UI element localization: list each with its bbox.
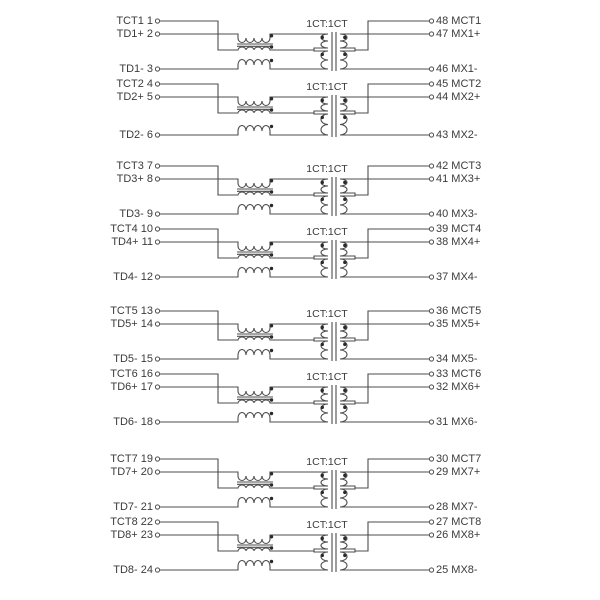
- pin-label-right: 37 MX4-: [436, 271, 478, 283]
- choke-core: [237, 107, 273, 109]
- polarity-dot: [321, 389, 324, 392]
- turns-ratio-label: 1CT:1CT: [306, 163, 348, 175]
- turns-ratio-label: 1CT:1CT: [306, 226, 348, 238]
- polarity-dot: [343, 244, 346, 247]
- polarity-dot: [270, 34, 273, 37]
- choke-core: [237, 334, 273, 336]
- pin-label-right: 46 MX1-: [436, 63, 478, 75]
- pin-label-left: TD2- 6: [119, 129, 153, 141]
- wire-mx-minus: [340, 51, 429, 69]
- choke-core: [237, 397, 273, 399]
- pin-label-left: TD7+ 20: [110, 466, 153, 478]
- wire-mx-plus: [340, 324, 429, 338]
- wire-secondary-centertap-stubs: [340, 338, 355, 341]
- polarity-dot: [321, 181, 324, 184]
- pin-terminal: [429, 177, 433, 181]
- pin-terminal: [155, 67, 159, 71]
- wire-primary-centertap-stubs: [314, 111, 328, 114]
- wire-tct: [160, 374, 314, 403]
- pin-terminal: [429, 275, 433, 279]
- polarity-dot: [321, 326, 324, 329]
- pin-label-right: 25 MX8-: [436, 564, 478, 576]
- pin-label-left: TD8+ 23: [110, 529, 153, 541]
- pin-terminal: [155, 520, 159, 524]
- polarity-dot: [343, 36, 346, 39]
- wire-secondary-centertap-stubs: [340, 549, 355, 552]
- wire-tct: [160, 459, 314, 488]
- wire-tct: [160, 229, 314, 258]
- wire-tct: [160, 166, 314, 195]
- wire-mct: [355, 229, 429, 258]
- wire-mx-plus: [340, 97, 429, 111]
- polarity-dot: [321, 343, 324, 346]
- pin-terminal: [429, 568, 433, 572]
- pin-label-right: 31 MX6-: [436, 416, 478, 428]
- pin-label-right: 27 MCT8: [436, 516, 482, 528]
- pin-label-right: 34 MX5-: [436, 353, 478, 365]
- pin-label-left: TD2+ 5: [116, 91, 153, 103]
- wire-mx-minus: [340, 552, 429, 570]
- turns-ratio-label: 1CT:1CT: [306, 308, 348, 320]
- pin-terminal: [155, 457, 159, 461]
- wire-tct: [160, 522, 314, 551]
- pin-terminal: [155, 385, 159, 389]
- pin-label-right: 36 MCT5: [436, 305, 482, 317]
- pin-terminal: [155, 505, 159, 509]
- polarity-dot: [343, 389, 346, 392]
- pin-terminal: [429, 357, 433, 361]
- wire-mx-minus: [340, 489, 429, 507]
- pin-terminal: [155, 177, 159, 181]
- polarity-dot: [270, 546, 273, 549]
- wire-td-minus: [160, 489, 328, 507]
- wire-td-minus: [160, 51, 328, 69]
- polarity-dot: [270, 190, 273, 193]
- pin-terminal: [429, 240, 433, 244]
- polarity-dot: [321, 491, 324, 494]
- transformer-core: [332, 240, 336, 279]
- wire-mx-minus: [340, 259, 429, 277]
- polarity-dot: [321, 198, 324, 201]
- polarity-dot: [270, 483, 273, 486]
- pin-terminal: [429, 212, 433, 216]
- turns-ratio-label: 1CT:1CT: [306, 81, 348, 93]
- polarity-dot: [270, 108, 273, 111]
- polarity-dot: [270, 125, 273, 128]
- wire-mx-minus: [340, 114, 429, 135]
- pin-label-left: TD4- 12: [113, 271, 153, 283]
- wire-td-minus: [160, 259, 328, 277]
- transformer-core: [332, 95, 336, 137]
- wire-secondary-centertap-stubs: [340, 193, 355, 196]
- choke-core: [237, 545, 273, 547]
- polarity-dot: [270, 45, 273, 48]
- turns-ratio-label: 1CT:1CT: [306, 519, 348, 531]
- pin-label-left: TD4+ 11: [111, 236, 153, 248]
- pin-label-left: TCT2 4: [116, 78, 153, 90]
- transformer-core: [332, 470, 336, 509]
- polarity-dot: [270, 349, 273, 352]
- wire-td-minus: [160, 196, 328, 214]
- pin-label-right: 42 MCT3: [436, 160, 482, 172]
- polarity-dot: [270, 560, 273, 563]
- pin-terminal: [429, 133, 433, 137]
- pin-label-right: 30 MCT7: [436, 453, 482, 465]
- polarity-dot: [321, 406, 324, 409]
- pin-label-left: TCT1 1: [116, 15, 153, 27]
- pin-label-right: 35 MX5+: [436, 318, 481, 330]
- pin-terminal: [429, 470, 433, 474]
- wire-secondary-centertap-stubs: [340, 401, 355, 404]
- pin-terminal: [429, 322, 433, 326]
- polarity-dot: [343, 261, 346, 264]
- polarity-dot: [343, 474, 346, 477]
- polarity-dot: [321, 99, 324, 102]
- wire-mx-minus: [340, 341, 429, 359]
- wire-td-minus: [160, 552, 328, 570]
- turns-ratio-label: 1CT:1CT: [306, 18, 348, 30]
- pin-terminal: [155, 533, 159, 537]
- wire-tct: [160, 311, 314, 340]
- pin-label-right: 43 MX2-: [436, 129, 478, 141]
- wire-mct: [355, 166, 429, 195]
- pin-terminal: [429, 32, 433, 36]
- wire-mct: [355, 21, 429, 50]
- pin-terminal: [155, 212, 159, 216]
- pin-label-left: TD6- 18: [113, 416, 153, 428]
- polarity-dot: [270, 179, 273, 182]
- pin-label-right: 47 MX1+: [436, 28, 481, 40]
- wire-mx-plus: [340, 242, 429, 256]
- pin-label-right: 32 MX6+: [436, 381, 481, 393]
- polarity-dot: [343, 343, 346, 346]
- wire-mct: [355, 522, 429, 551]
- pin-label-left: TCT6 16: [110, 368, 153, 380]
- pin-label-left: TD6+ 17: [110, 381, 153, 393]
- pin-label-right: 44 MX2+: [436, 91, 481, 103]
- pin-label-right: 41 MX3+: [436, 173, 481, 185]
- turns-ratio-label: 1CT:1CT: [306, 456, 348, 468]
- polarity-dot: [270, 204, 273, 207]
- pin-terminal: [429, 227, 433, 231]
- polarity-dot: [270, 497, 273, 500]
- pin-terminal: [155, 133, 159, 137]
- polarity-dot: [270, 59, 273, 62]
- pin-terminal: [429, 420, 433, 424]
- pin-terminal: [429, 309, 433, 313]
- polarity-dot: [343, 198, 346, 201]
- wire-tct: [160, 21, 314, 50]
- wire-primary-centertap-stubs: [314, 401, 328, 404]
- pin-label-left: TD3+ 8: [116, 173, 153, 185]
- wire-secondary-centertap-stubs: [340, 486, 355, 489]
- polarity-dot: [321, 244, 324, 247]
- pin-terminal: [155, 240, 159, 244]
- wire-tct: [160, 84, 314, 113]
- pin-label-left: TCT7 19: [110, 453, 153, 465]
- wire-td-minus: [160, 114, 328, 135]
- pin-terminal: [155, 164, 159, 168]
- pin-terminal: [429, 520, 433, 524]
- pin-label-left: TD8- 24: [113, 564, 153, 576]
- transformer-core: [332, 177, 336, 216]
- pin-terminal: [155, 357, 159, 361]
- turns-ratio-label: 1CT:1CT: [306, 371, 348, 383]
- polarity-dot: [321, 53, 324, 56]
- pin-label-left: TD5- 15: [113, 353, 153, 365]
- pin-label-right: 26 MX8+: [436, 529, 481, 541]
- pin-terminal: [429, 457, 433, 461]
- pin-label-left: TCT3 7: [116, 160, 153, 172]
- pin-label-right: 39 MCT4: [436, 223, 482, 235]
- polarity-dot: [343, 99, 346, 102]
- wire-secondary-centertap-stubs: [340, 48, 355, 51]
- pin-terminal: [429, 82, 433, 86]
- polarity-dot: [343, 537, 346, 540]
- pin-terminal: [429, 385, 433, 389]
- pin-terminal: [429, 95, 433, 99]
- pin-terminal: [155, 309, 159, 313]
- wire-mx-minus: [340, 196, 429, 214]
- polarity-dot: [343, 326, 346, 329]
- pin-label-right: 29 MX7+: [436, 466, 481, 478]
- pin-terminal: [429, 372, 433, 376]
- pin-terminal: [155, 19, 159, 23]
- wire-td-minus: [160, 404, 328, 422]
- polarity-dot: [321, 537, 324, 540]
- pin-label-left: TD7- 21: [113, 501, 153, 513]
- pin-label-right: 40 MX3-: [436, 208, 478, 220]
- transformer-core: [332, 533, 336, 572]
- polarity-dot: [270, 335, 273, 338]
- wire-primary-centertap-stubs: [314, 338, 328, 341]
- pin-label-right: 33 MCT6: [436, 368, 482, 380]
- choke-core: [237, 252, 273, 254]
- polarity-dot: [270, 387, 273, 390]
- choke-core: [237, 482, 273, 484]
- polarity-dot: [343, 116, 346, 119]
- wire-td-minus: [160, 341, 328, 359]
- pin-label-left: TD1+ 2: [116, 28, 153, 40]
- pin-terminal: [155, 470, 159, 474]
- wire-primary-centertap-stubs: [314, 549, 328, 552]
- polarity-dot: [270, 398, 273, 401]
- polarity-dot: [343, 491, 346, 494]
- pin-terminal: [429, 533, 433, 537]
- pin-label-left: TCT5 13: [110, 305, 153, 317]
- pin-terminal: [155, 275, 159, 279]
- wire-primary-centertap-stubs: [314, 486, 328, 489]
- pin-label-left: TD1- 3: [119, 63, 153, 75]
- polarity-dot: [321, 116, 324, 119]
- polarity-dot: [321, 554, 324, 557]
- pin-terminal: [429, 19, 433, 23]
- polarity-dot: [343, 181, 346, 184]
- pin-terminal: [429, 164, 433, 168]
- polarity-dot: [270, 535, 273, 538]
- polarity-dot: [270, 253, 273, 256]
- pin-terminal: [155, 95, 159, 99]
- wire-mx-plus: [340, 179, 429, 193]
- pin-label-left: TCT4 10: [110, 223, 153, 235]
- pin-label-right: 38 MX4+: [436, 236, 481, 248]
- pin-terminal: [155, 372, 159, 376]
- wire-mct: [355, 311, 429, 340]
- transformer-core: [332, 32, 336, 71]
- polarity-dot: [270, 412, 273, 415]
- polarity-dot: [270, 97, 273, 100]
- pin-terminal: [429, 67, 433, 71]
- polarity-dot: [343, 554, 346, 557]
- pin-terminal: [155, 32, 159, 36]
- wire-primary-centertap-stubs: [314, 193, 328, 196]
- transformer-core: [332, 322, 336, 361]
- polarity-dot: [343, 53, 346, 56]
- wire-mx-plus: [340, 472, 429, 486]
- pin-label-left: TCT8 22: [110, 516, 153, 528]
- polarity-dot: [321, 36, 324, 39]
- wire-mct: [355, 374, 429, 403]
- wire-primary-centertap-stubs: [314, 256, 328, 259]
- wire-primary-centertap-stubs: [314, 48, 328, 51]
- wire-secondary-centertap-stubs: [340, 111, 355, 114]
- pin-label-left: TD3- 9: [119, 208, 153, 220]
- pin-label-right: 48 MCT1: [436, 15, 482, 27]
- wire-mct: [355, 84, 429, 113]
- pin-label-right: 45 MCT2: [436, 78, 482, 90]
- pin-label-right: 28 MX7-: [436, 501, 478, 513]
- choke-core: [237, 189, 273, 191]
- wire-mx-plus: [340, 535, 429, 549]
- polarity-dot: [270, 472, 273, 475]
- wire-mx-minus: [340, 404, 429, 422]
- pin-label-left: TD5+ 14: [110, 318, 153, 330]
- polarity-dot: [270, 324, 273, 327]
- wire-mx-plus: [340, 34, 429, 48]
- wire-secondary-centertap-stubs: [340, 256, 355, 259]
- pin-terminal: [155, 227, 159, 231]
- wire-mx-plus: [340, 387, 429, 401]
- pin-terminal: [155, 568, 159, 572]
- polarity-dot: [270, 242, 273, 245]
- transformer-core: [332, 385, 336, 424]
- polarity-dot: [270, 267, 273, 270]
- polarity-dot: [321, 261, 324, 264]
- pin-terminal: [155, 420, 159, 424]
- polarity-dot: [343, 406, 346, 409]
- choke-core: [237, 44, 273, 46]
- pin-terminal: [155, 322, 159, 326]
- pin-terminal: [155, 82, 159, 86]
- polarity-dot: [321, 474, 324, 477]
- wire-mct: [355, 459, 429, 488]
- pin-terminal: [429, 505, 433, 509]
